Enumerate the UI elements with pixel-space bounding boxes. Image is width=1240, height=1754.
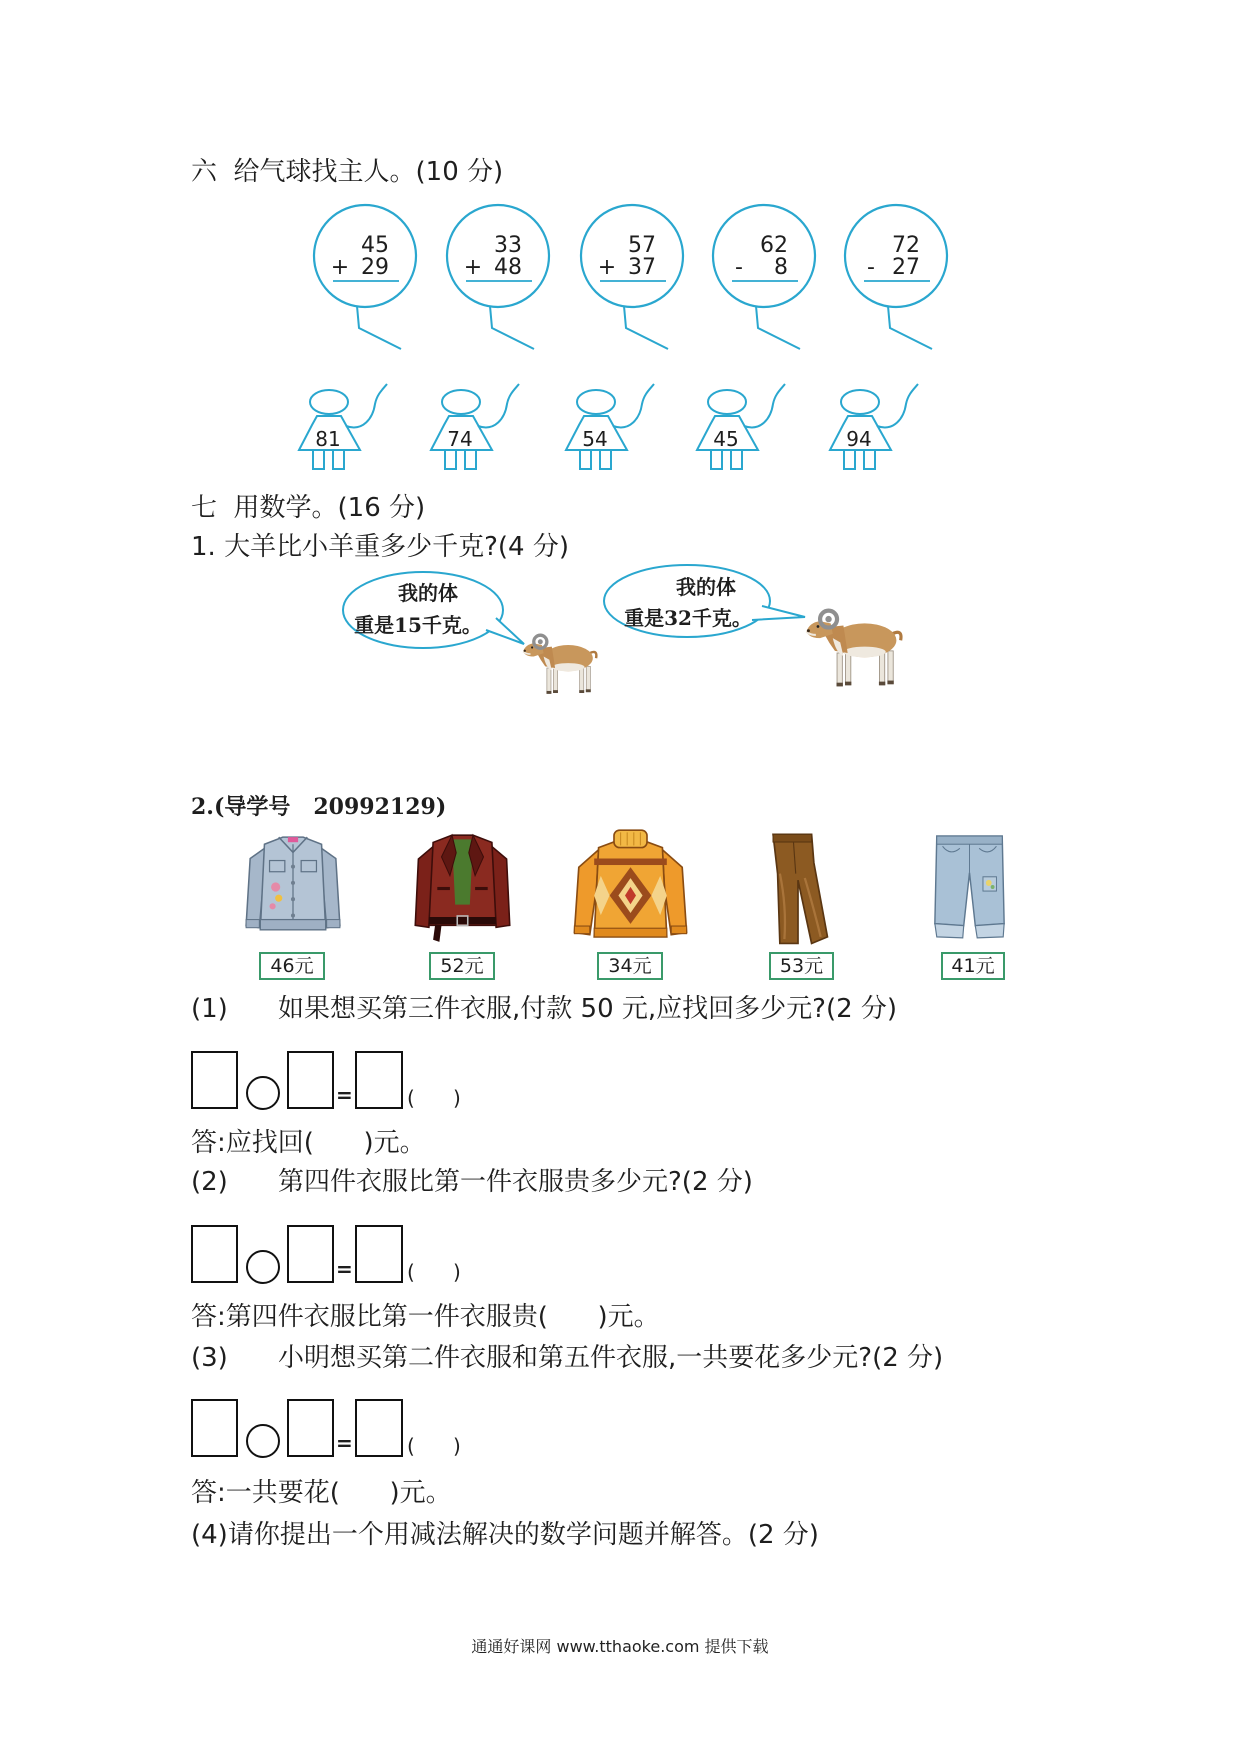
part-1-answer: 答:应找回( )元。 xyxy=(191,1128,426,1158)
kid-number: 45 xyxy=(713,427,739,451)
goat-hoof xyxy=(845,682,851,686)
figure-layer xyxy=(0,0,1240,760)
balloon-top-number: 62 xyxy=(760,233,788,258)
goat-nose xyxy=(524,650,526,652)
speech-bubble xyxy=(343,572,524,648)
equals-sign: = xyxy=(336,1257,353,1281)
denim-jacket-icon xyxy=(242,830,344,944)
part-3-question: 小明想买第二件衣服和第五件衣服,一共要花多少元?(2 分) xyxy=(278,1343,944,1373)
part-3-answer: 答:一共要花( )元。 xyxy=(191,1478,452,1508)
part-2-answer: 答:第四件衣服比第一件衣服贵( )元。 xyxy=(191,1302,660,1332)
balloon-string xyxy=(490,306,534,349)
answer-box[interactable] xyxy=(191,1399,238,1457)
leather-jacket-icon xyxy=(410,830,515,946)
balloon-operator: - xyxy=(867,255,875,280)
price-tag: 41元 xyxy=(941,952,1005,980)
answer-box[interactable] xyxy=(287,1399,334,1457)
equation-row-2 xyxy=(0,1225,520,1287)
part-2-question: 第四件衣服比第一件衣服贵多少元?(2 分) xyxy=(278,1167,753,1197)
kid-figure xyxy=(566,384,654,469)
goat-nose xyxy=(807,629,810,632)
kid-head xyxy=(841,390,879,414)
balloon xyxy=(581,205,683,349)
answer-box[interactable] xyxy=(191,1051,238,1109)
kid-number: 54 xyxy=(582,427,608,451)
kid-leg xyxy=(864,449,875,469)
operator-circle[interactable] xyxy=(246,1250,280,1284)
big-goat-icon xyxy=(806,611,901,687)
kid-raised-arm xyxy=(613,384,654,427)
kid-figure xyxy=(431,384,519,469)
kid-figure xyxy=(697,384,785,469)
goat-leg xyxy=(888,651,893,684)
goat-leg xyxy=(837,653,842,686)
kid-leg xyxy=(445,449,456,469)
speech-line-2: 重是32千克。 xyxy=(624,606,752,630)
goat-leg xyxy=(846,653,851,685)
operator-circle[interactable] xyxy=(246,1424,280,1458)
equals-sign: = xyxy=(336,1083,353,1107)
goat-hoof xyxy=(546,691,551,694)
kid-leg xyxy=(313,449,324,469)
answer-box[interactable] xyxy=(191,1225,238,1283)
speech-bubble xyxy=(604,565,805,637)
balloon-top-number: 57 xyxy=(628,233,656,258)
kid-leg xyxy=(333,449,344,469)
unit-blank[interactable]: ( ) xyxy=(407,1434,461,1458)
goat-hoof xyxy=(579,690,584,693)
section-6-title: 六 给气球找主人。(10 分) xyxy=(191,157,504,187)
part-3-label: (3) xyxy=(191,1343,228,1373)
small-goat-icon xyxy=(523,635,596,694)
kid-head xyxy=(708,390,746,414)
part-1-label: (1) xyxy=(191,994,228,1024)
kid-number: 74 xyxy=(447,427,473,451)
balloon-top-number: 45 xyxy=(361,233,389,258)
section-7-title: 七 用数学。(16 分) xyxy=(191,493,426,523)
kid-figure xyxy=(830,384,918,469)
balloon xyxy=(314,205,416,349)
balloon-top-number: 33 xyxy=(494,233,522,258)
goat-hoof xyxy=(586,689,591,692)
kid-leg xyxy=(580,449,591,469)
kid-number: 94 xyxy=(846,427,872,451)
part-2-label: (2) xyxy=(191,1167,228,1197)
unit-blank[interactable]: ( ) xyxy=(407,1086,461,1110)
balloon-operator: - xyxy=(735,255,743,280)
speech-line-1: 我的体 xyxy=(398,581,458,605)
operator-circle[interactable] xyxy=(246,1076,280,1110)
goat-leg xyxy=(586,666,590,691)
balloon-string xyxy=(357,306,401,349)
balloon xyxy=(447,205,549,349)
answer-box[interactable] xyxy=(355,1051,403,1109)
kid-number: 81 xyxy=(315,427,341,451)
part-4-question: (4)请你提出一个用减法解决的数学问题并解答。(2 分) xyxy=(191,1520,819,1550)
capri-jeans-icon xyxy=(931,832,1008,944)
goat-leg xyxy=(879,651,884,685)
question-1-text: 1. 大羊比小羊重多少千克?(4 分) xyxy=(191,532,569,562)
balloon-string xyxy=(888,306,932,349)
balloon xyxy=(713,205,815,349)
equation-row-3 xyxy=(0,1399,520,1461)
kid-head xyxy=(442,390,480,414)
balloon-bottom-number: 29 xyxy=(361,255,389,280)
price-tag: 34元 xyxy=(597,952,663,980)
price-tag: 46元 xyxy=(259,952,325,980)
goat-hoof xyxy=(553,690,558,693)
kid-raised-arm xyxy=(744,384,785,427)
balloon-bottom-number: 27 xyxy=(892,255,920,280)
speech-line-1: 我的体 xyxy=(676,575,736,599)
balloon-operator: + xyxy=(463,255,483,280)
speech-line-2: 重是15千克。 xyxy=(354,613,482,637)
goat-eye xyxy=(531,646,533,648)
kid-leg xyxy=(465,449,476,469)
answer-box[interactable] xyxy=(287,1225,334,1283)
goat-leg xyxy=(580,666,584,692)
balloon-operator: + xyxy=(330,255,350,280)
balloon-top-number: 72 xyxy=(892,233,920,258)
goat-eye xyxy=(817,625,820,628)
balloon-string xyxy=(624,306,668,349)
part-1-question: 如果想买第三件衣服,付款 50 元,应找回多少元?(2 分) xyxy=(278,994,898,1024)
balloon-operator: + xyxy=(597,255,617,280)
goat-hoof xyxy=(837,683,843,687)
kid-raised-arm xyxy=(346,384,387,427)
kid-head xyxy=(577,390,615,414)
balloon-bottom-number: 48 xyxy=(494,255,522,280)
goat-belly xyxy=(552,663,585,671)
balloon-bottom-number: 8 xyxy=(774,255,788,280)
kid-leg xyxy=(600,449,611,469)
goat-leg xyxy=(547,668,551,693)
question-2-title: 2.(导学号 20992129) xyxy=(191,794,447,820)
kid-leg xyxy=(731,449,742,469)
answer-box[interactable] xyxy=(355,1399,403,1457)
unit-blank[interactable]: ( ) xyxy=(407,1260,461,1284)
balloon-bottom-number: 37 xyxy=(628,255,656,280)
price-tag: 53元 xyxy=(769,952,834,980)
answer-box[interactable] xyxy=(287,1051,334,1109)
price-tag: 52元 xyxy=(429,952,495,980)
kid-leg xyxy=(844,449,855,469)
kid-leg xyxy=(711,449,722,469)
page-footer: 通通好课网 www.tthaoke.com 提供下载 xyxy=(471,1637,769,1656)
kid-head xyxy=(310,390,348,414)
balloon-string xyxy=(756,306,800,349)
trousers-icon xyxy=(764,830,832,950)
kid-figure xyxy=(299,384,387,469)
goat-belly xyxy=(843,647,885,658)
sweater-icon xyxy=(570,828,691,950)
answer-box[interactable] xyxy=(355,1225,403,1283)
goat-hoof xyxy=(887,681,893,685)
kid-raised-arm xyxy=(877,384,918,427)
balloon xyxy=(845,205,947,349)
equation-row-1 xyxy=(0,1051,520,1113)
goat-hoof xyxy=(879,682,885,686)
kid-raised-arm xyxy=(478,384,519,427)
equals-sign: = xyxy=(336,1431,353,1455)
goat-leg xyxy=(553,668,557,693)
